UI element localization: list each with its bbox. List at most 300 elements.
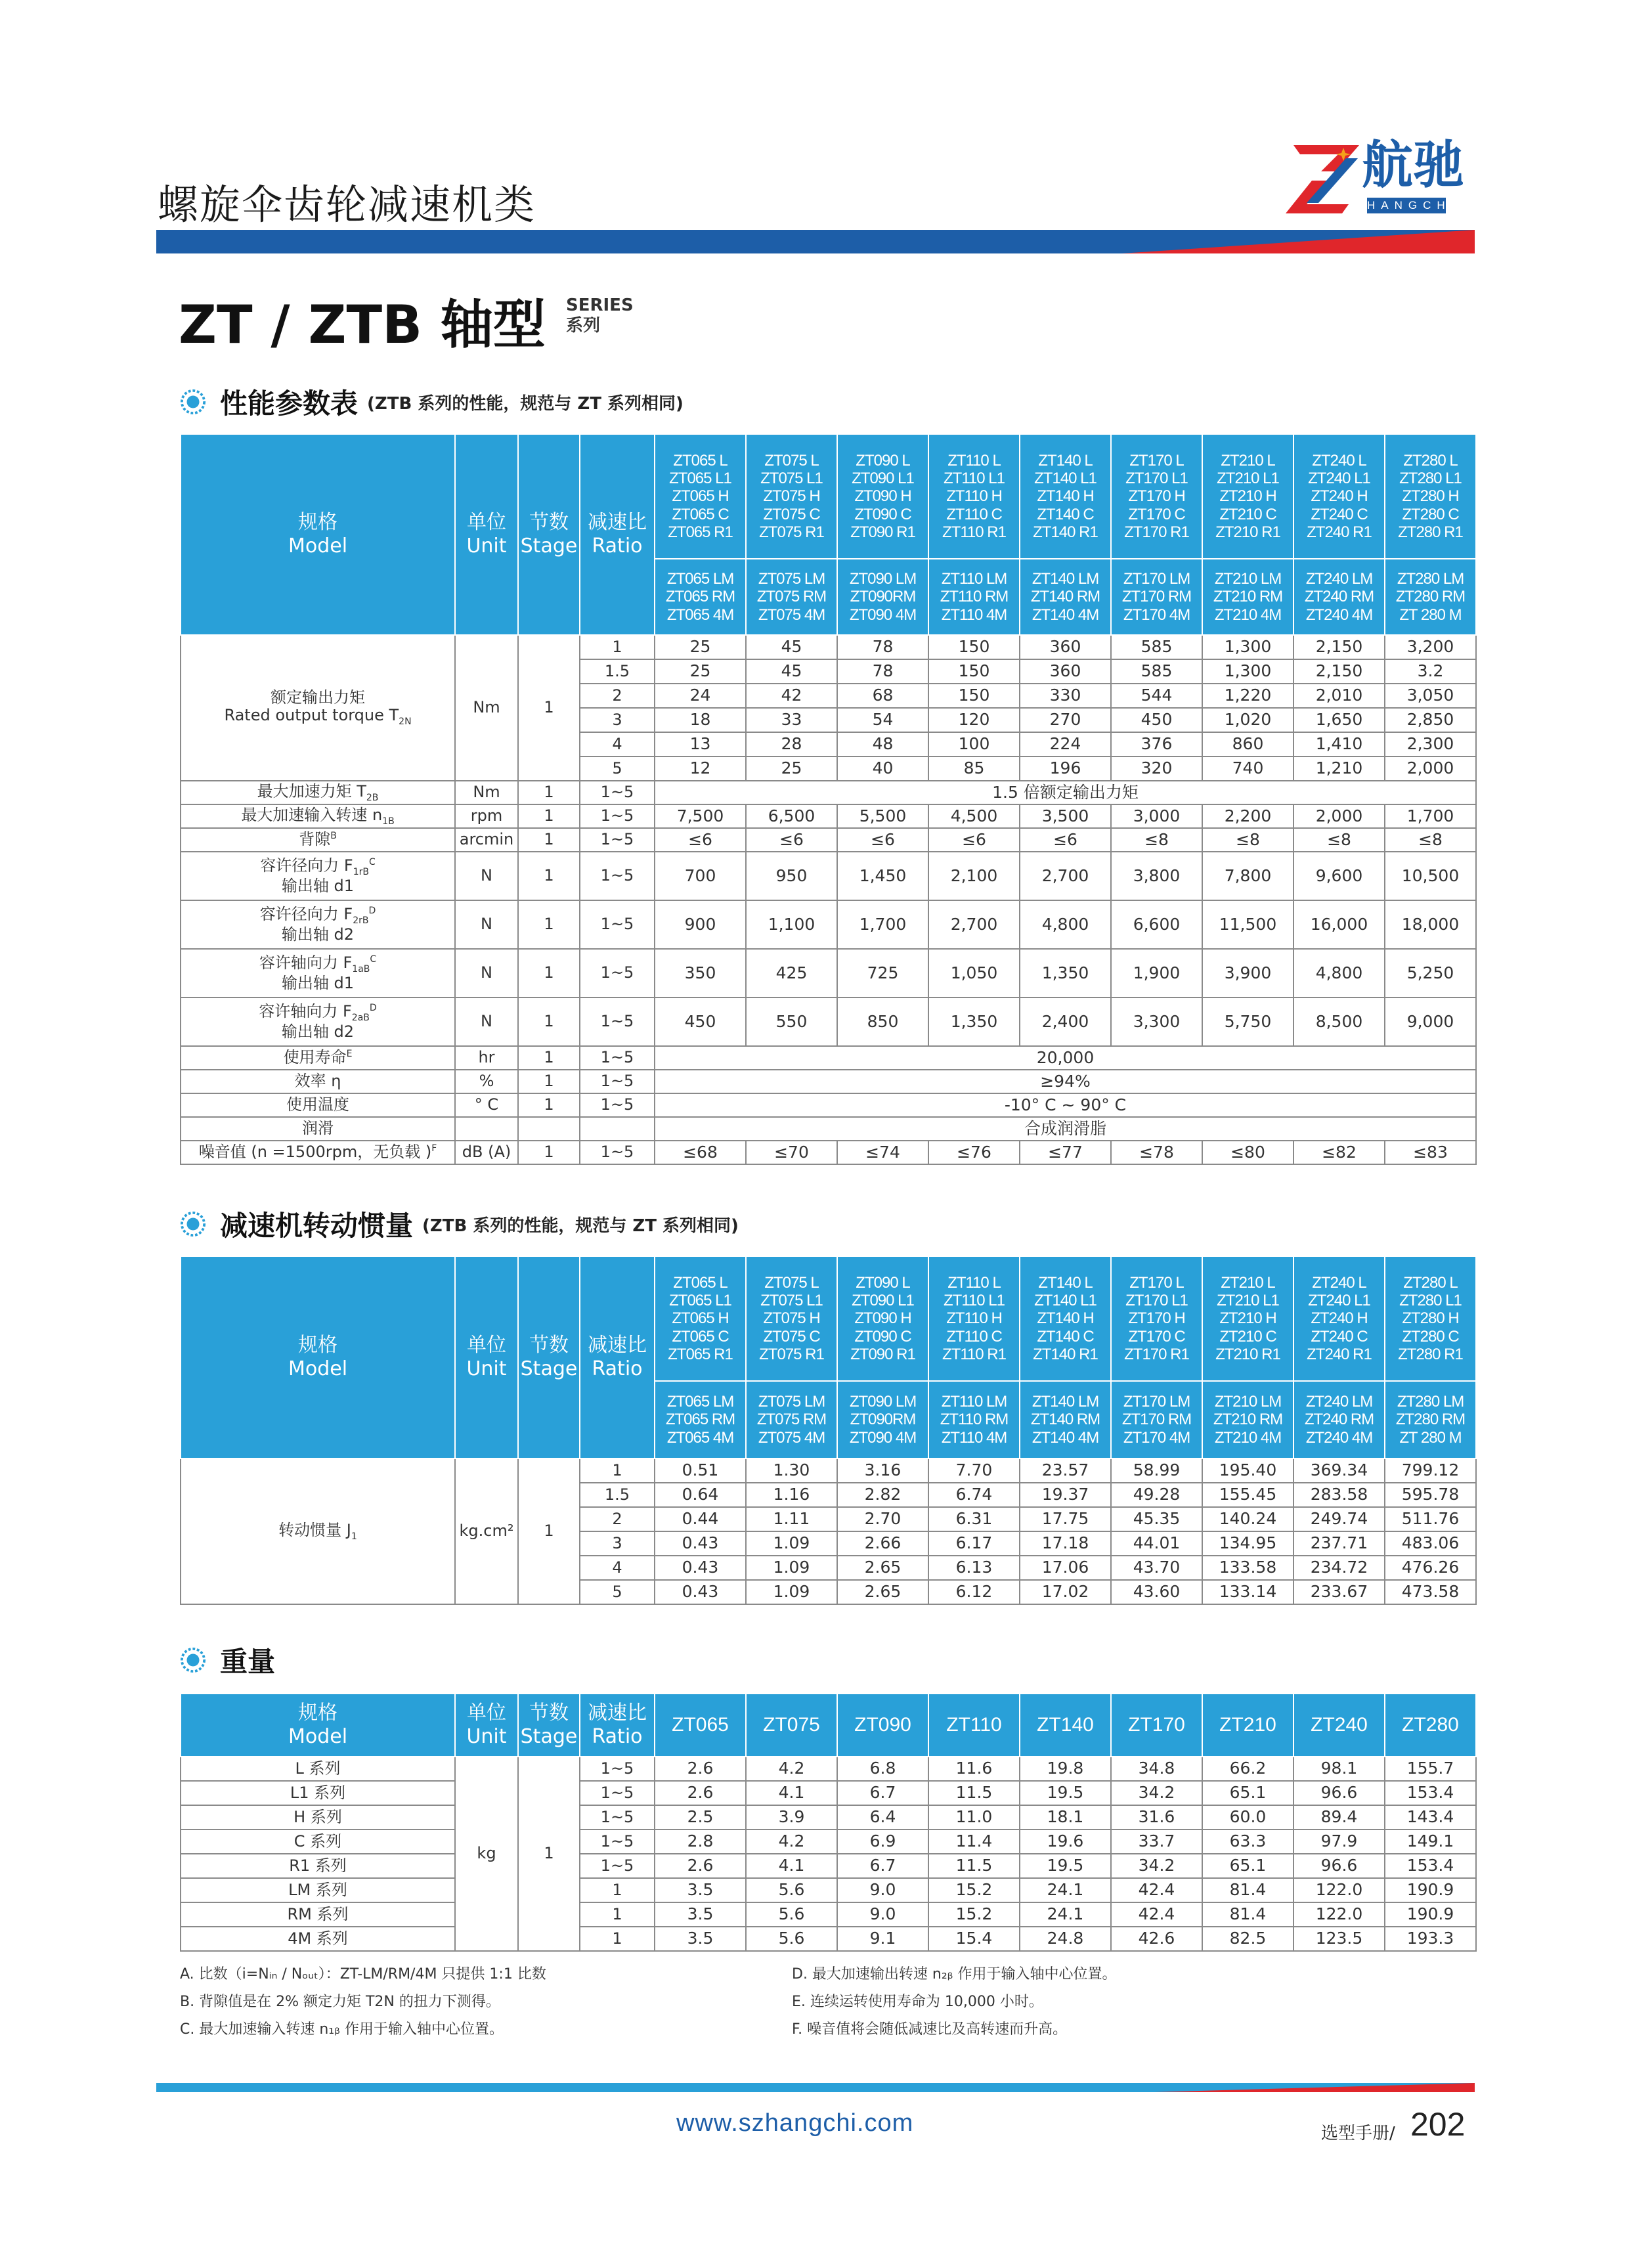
row-label-subscript: 2B <box>366 792 379 803</box>
ratio-cell: 1~5 <box>580 1093 655 1117</box>
row-label-line <box>181 1096 454 1114</box>
value-cell: 2,000 <box>1385 756 1476 781</box>
header-line: ZT210 H <box>1219 1309 1276 1328</box>
row-label <box>181 900 455 949</box>
value-cell: 2,010 <box>1293 684 1385 708</box>
row-label-text: Rated output torque T <box>224 706 399 725</box>
value-cell: 1.09 <box>746 1531 837 1556</box>
ratio-cell: 1~5 <box>580 1757 655 1781</box>
value-cell: 425 <box>746 949 837 997</box>
value-cell: 4,500 <box>928 804 1020 828</box>
section-subtitle: (ZTB 系列的性能，规范与 ZT 系列相同) <box>367 393 684 414</box>
stage-cell: 1 <box>518 635 580 781</box>
header-line: ZT075 L1 <box>760 470 823 488</box>
value-cell: 7.70 <box>928 1458 1020 1483</box>
header-model-group <box>746 559 837 635</box>
ratio-cell: 1~5 <box>580 900 655 949</box>
value-cell: 81.4 <box>1202 1902 1293 1927</box>
header-line: ZT075 H <box>763 487 820 506</box>
row-label <box>181 997 455 1046</box>
value-cell: 6,500 <box>746 804 837 828</box>
header-line: ZT280 LM <box>1397 570 1464 588</box>
row-label-text: 背隙 <box>299 830 331 849</box>
header-line: ZT210 RM <box>1213 588 1283 606</box>
row-label-line <box>181 831 454 849</box>
value-cell: 2.65 <box>837 1580 928 1604</box>
series-tag-cn: 系列 <box>566 316 601 336</box>
header-line: ZT075 LM <box>758 1393 825 1411</box>
value-cell: 3.5 <box>655 1878 746 1902</box>
header-line: ZT280 C <box>1402 1327 1459 1346</box>
value-cell: 283.58 <box>1293 1483 1385 1507</box>
header-line: ZT090 L <box>856 1274 910 1292</box>
value-cell: 2.5 <box>655 1805 746 1830</box>
header-model-group <box>1202 1256 1293 1381</box>
table-row <box>181 1046 1476 1070</box>
table-row <box>181 1781 1476 1805</box>
value-cell: 11.0 <box>928 1805 1020 1830</box>
header-line: ZT280 C <box>1402 505 1459 523</box>
table-row <box>181 1070 1476 1093</box>
header-model-group <box>1111 1381 1202 1458</box>
value-cell: 0.51 <box>655 1458 746 1483</box>
header-model-group <box>1293 1381 1385 1458</box>
value-cell: 65.1 <box>1202 1781 1293 1805</box>
header-line: ZT280 LM <box>1397 1393 1464 1411</box>
header-model: ZT140 <box>1020 1694 1111 1757</box>
value-cell: 9,000 <box>1385 997 1476 1046</box>
unit-cell: dB (A) <box>455 1141 518 1164</box>
value-cell: 82.5 <box>1202 1927 1293 1951</box>
value-cell: 18,000 <box>1385 900 1476 949</box>
header-line: ZT110 H <box>946 1309 1002 1328</box>
value-cell: 43.60 <box>1111 1580 1202 1604</box>
value-cell: 15.2 <box>928 1878 1020 1902</box>
header-model-group <box>655 559 746 635</box>
header-line: 单位 <box>467 511 506 534</box>
header-stage <box>518 434 580 635</box>
header-line: ZT090 L1 <box>852 1292 914 1310</box>
header-model-group <box>1111 434 1202 559</box>
header-line: Stage <box>520 535 578 558</box>
header-line: Model <box>288 1725 348 1748</box>
table-row <box>181 1902 1476 1927</box>
value-cell: 15.4 <box>928 1927 1020 1951</box>
row-label-line <box>181 1120 454 1138</box>
series-tag-en: SERIES <box>566 296 634 315</box>
value-cell: 153.4 <box>1385 1854 1476 1878</box>
unit-cell: Nm <box>455 635 518 781</box>
value-cell: 195.40 <box>1202 1458 1293 1483</box>
header-line: ZT090 L <box>856 452 910 470</box>
row-label-line2: 输出轴 d1 <box>281 973 355 992</box>
value-cell: 224 <box>1020 732 1111 756</box>
header-model <box>181 1694 455 1757</box>
header-line: Stage <box>520 1725 578 1748</box>
value-cell: 7,800 <box>1202 852 1293 900</box>
website-link[interactable]: www.szhangchi.com <box>676 2109 914 2137</box>
header-line: ZT280 RM <box>1395 588 1466 606</box>
value-cell: ≤78 <box>1111 1141 1202 1164</box>
header-line: ZT280 L <box>1403 1274 1458 1292</box>
value-cell: 45 <box>746 635 837 659</box>
header-line: ZT075 LM <box>758 570 825 588</box>
ratio-cell: 1~5 <box>580 781 655 804</box>
header-model: ZT065 <box>655 1694 746 1757</box>
table-row <box>181 1757 1476 1781</box>
row-label-superscript: C <box>368 856 376 867</box>
header-line: ZT210 L <box>1221 452 1275 470</box>
header-row <box>181 1256 1476 1381</box>
value-cell: 34.8 <box>1111 1757 1202 1781</box>
header-unit <box>455 1694 518 1757</box>
value-cell: ≤8 <box>1385 828 1476 852</box>
value-cell: ≤6 <box>655 828 746 852</box>
header-line: ZT140 L1 <box>1034 470 1097 488</box>
row-label-line <box>181 806 454 827</box>
value-cell: 19.5 <box>1020 1781 1111 1805</box>
header-line: 规格 <box>298 1701 337 1724</box>
ratio-cell: 1~5 <box>580 1854 655 1878</box>
value-cell: 3,200 <box>1385 635 1476 659</box>
header-line: Ratio <box>592 1357 643 1380</box>
header-line: Model <box>288 535 348 558</box>
header-line: ZT170 C <box>1128 1327 1185 1346</box>
header-model-group <box>1111 559 1202 635</box>
value-cell: 24 <box>655 684 746 708</box>
value-cell: ≤6 <box>1020 828 1111 852</box>
header-line: ZT210 L <box>1221 1274 1275 1292</box>
header-line: ZT075 R1 <box>759 523 824 541</box>
header-line: ZT170 RM <box>1121 588 1192 606</box>
value-cell: 7,500 <box>655 804 746 828</box>
header-line: ZT140 L1 <box>1034 1292 1097 1310</box>
value-cell: ≤76 <box>928 1141 1020 1164</box>
header-line: ZT210 RM <box>1213 1411 1283 1429</box>
value-cell: 270 <box>1020 708 1111 732</box>
header-ratio <box>580 1694 655 1757</box>
page-number: 202 <box>1410 2106 1466 2143</box>
header-line: ZT075 C <box>763 1327 820 1346</box>
header-line: ZT210 LM <box>1214 570 1282 588</box>
value-cell: 350 <box>655 949 746 997</box>
row-label-text: 容许轴向力 F <box>259 1001 352 1020</box>
value-cell: 190.9 <box>1385 1878 1476 1902</box>
row-label-text: 最大加速输入转速 n <box>241 805 383 824</box>
ratio-cell: 4 <box>580 1556 655 1580</box>
value-cell: ≤77 <box>1020 1141 1111 1164</box>
value-cell: 700 <box>655 852 746 900</box>
row-label: LM 系列 <box>181 1878 455 1902</box>
value-cell: 19.6 <box>1020 1830 1111 1854</box>
value-cell: 150 <box>928 635 1020 659</box>
header-line: ZT280 RM <box>1395 1411 1466 1429</box>
table-row <box>181 949 1476 997</box>
page-category-title: 螺旋伞齿轮减速机类 <box>158 181 536 229</box>
value-cell: ≤68 <box>655 1141 746 1164</box>
value-cell: 5,500 <box>837 804 928 828</box>
header-line: ZT240 H <box>1311 1309 1368 1328</box>
value-cell: 42 <box>746 684 837 708</box>
row-label-text: 容许径向力 F <box>259 904 353 923</box>
row-label-subscript: 2aB <box>351 1012 370 1023</box>
value-cell: 6.7 <box>837 1854 928 1878</box>
ratio-cell: 1~5 <box>580 1781 655 1805</box>
header-line: 节数 <box>529 511 569 534</box>
row-label <box>181 804 455 828</box>
header-stage <box>518 1256 580 1458</box>
value-cell: 1.09 <box>746 1556 837 1580</box>
value-cell: 5.6 <box>746 1927 837 1951</box>
header-model: ZT210 <box>1202 1694 1293 1757</box>
unit-cell: N <box>455 852 518 900</box>
value-cell: 3.9 <box>746 1805 837 1830</box>
value-cell: 544 <box>1111 684 1202 708</box>
header-line: Stage <box>520 1357 578 1380</box>
ratio-cell: 3 <box>580 1531 655 1556</box>
value-cell: 483.06 <box>1385 1531 1476 1556</box>
table-row <box>181 804 1476 828</box>
value-cell: 1,350 <box>928 997 1020 1046</box>
value-cell: 2,200 <box>1202 804 1293 828</box>
header-line: ZT140 H <box>1037 1309 1094 1328</box>
value-cell: ≤82 <box>1293 1141 1385 1164</box>
value-cell: 25 <box>746 756 837 781</box>
value-cell: 2,700 <box>1020 852 1111 900</box>
header-line: ZT090 C <box>854 505 911 523</box>
value-cell: 42.4 <box>1111 1878 1202 1902</box>
header-line: ZT210 L1 <box>1217 470 1279 488</box>
value-cell: 3,500 <box>1020 804 1111 828</box>
row-label-line <box>181 1522 454 1542</box>
value-cell: 4.2 <box>746 1830 837 1854</box>
row-label: L 系列 <box>181 1757 455 1781</box>
row-label <box>181 1141 455 1164</box>
header-line: ZT140 C <box>1037 505 1094 523</box>
value-cell: ≤8 <box>1111 828 1202 852</box>
stage-cell: 1 <box>518 949 580 997</box>
table-row <box>181 997 1476 1046</box>
header-line: ZT170 LM <box>1123 570 1190 588</box>
header-line: ZT280 H <box>1402 1309 1459 1328</box>
value-cell: 2.6 <box>655 1757 746 1781</box>
gear-bullet-icon <box>181 1648 206 1673</box>
value-cell: 900 <box>655 900 746 949</box>
value-cell: 17.02 <box>1020 1580 1111 1604</box>
header-line: Model <box>288 1357 348 1380</box>
unit-cell: rpm <box>455 804 518 828</box>
header-model-group <box>1385 1381 1476 1458</box>
value-cell: ≤8 <box>1293 828 1385 852</box>
header-model-group <box>655 1381 746 1458</box>
header-line: ZT170 H <box>1128 487 1185 506</box>
header-line: ZT065 4M <box>666 605 734 624</box>
header-row <box>181 434 1476 559</box>
value-cell: 5.6 <box>746 1902 837 1927</box>
header-line: ZT110 L <box>947 452 1001 470</box>
header-model-group <box>1293 1256 1385 1381</box>
row-label-subscript: 1B <box>382 816 395 827</box>
header-model-group <box>1202 1381 1293 1458</box>
header-line: ZT065 L1 <box>669 1292 731 1310</box>
header-model-group <box>837 559 928 635</box>
header-line: ZT090 H <box>854 487 911 506</box>
value-cell: 97.9 <box>1293 1830 1385 1854</box>
value-cell: 550 <box>746 997 837 1046</box>
value-cell: 3,800 <box>1111 852 1202 900</box>
stage-cell: 1 <box>518 781 580 804</box>
header-line: ZT240 L <box>1312 452 1366 470</box>
value-cell: 1,700 <box>837 900 928 949</box>
header-model-group <box>1202 559 1293 635</box>
value-cell: 33.7 <box>1111 1830 1202 1854</box>
value-cell: 6.12 <box>928 1580 1020 1604</box>
value-cell: 17.06 <box>1020 1556 1111 1580</box>
table-row <box>181 1854 1476 1878</box>
unit-cell: N <box>455 900 518 949</box>
value-cell: 78 <box>837 659 928 684</box>
value-cell: 2,150 <box>1293 635 1385 659</box>
value-cell: 725 <box>837 949 928 997</box>
value-cell: 2.6 <box>655 1854 746 1878</box>
value-cell: 3.5 <box>655 1927 746 1951</box>
value-cell: 120 <box>928 708 1020 732</box>
section-title-performance <box>181 382 684 422</box>
value-cell: 3,900 <box>1202 949 1293 997</box>
header-line: ZT280 L1 <box>1399 470 1462 488</box>
header-model-group <box>837 434 928 559</box>
value-cell: 1,100 <box>746 900 837 949</box>
value-cell: 11,500 <box>1202 900 1293 949</box>
row-label-text: 转动惯量 J <box>278 1520 351 1539</box>
value-cell: 2.6 <box>655 1781 746 1805</box>
header-line: ZT240 H <box>1311 487 1368 506</box>
value-cell: 49.28 <box>1111 1483 1202 1507</box>
value-cell: 1,700 <box>1385 804 1476 828</box>
row-label-text: 容许轴向力 F <box>259 953 353 972</box>
header-line: 单位 <box>467 1701 506 1724</box>
row-label: H 系列 <box>181 1805 455 1830</box>
value-cell: 6.31 <box>928 1507 1020 1531</box>
row-label-text: 使用温度 <box>286 1095 349 1114</box>
value-cell: 4.1 <box>746 1854 837 1878</box>
ratio-cell: 1 <box>580 635 655 659</box>
header-line: ZT170 L1 <box>1125 470 1188 488</box>
header-ratio <box>580 1256 655 1458</box>
stage-cell: 1 <box>518 828 580 852</box>
value-cell: 89.4 <box>1293 1805 1385 1830</box>
merged-value-cell: ≥94% <box>655 1070 1476 1093</box>
value-cell: 476.26 <box>1385 1556 1476 1580</box>
header-line: ZT170 R1 <box>1124 523 1189 541</box>
header-line: ZT170 L <box>1129 1274 1184 1292</box>
stage-cell: 1 <box>518 1070 580 1093</box>
value-cell: 33 <box>746 708 837 732</box>
ratio-cell: 1.5 <box>580 659 655 684</box>
stage-cell <box>518 1117 580 1141</box>
value-cell: 4.1 <box>746 1781 837 1805</box>
header-model-group <box>1293 434 1385 559</box>
value-cell: 850 <box>837 997 928 1046</box>
header-line: ZT110 H <box>946 487 1002 506</box>
header-line: ZT210 R1 <box>1215 1345 1280 1363</box>
value-cell: 0.43 <box>655 1556 746 1580</box>
table-row <box>181 1093 1476 1117</box>
value-cell: 149.1 <box>1385 1830 1476 1854</box>
row-label <box>181 1046 455 1070</box>
row-label-line <box>181 954 454 975</box>
value-cell: 34.2 <box>1111 1781 1202 1805</box>
header-line: ZT065 RM <box>665 588 735 606</box>
value-cell: 31.6 <box>1111 1805 1202 1830</box>
footnote: A. 比数（i=Nᵢₙ / Nₒᵤₜ）：ZT-LM/RM/4M 只提供 1:1 比数 <box>180 1966 546 1983</box>
footnotes-right <box>792 1967 1117 2050</box>
value-cell: 2,850 <box>1385 708 1476 732</box>
header-model: ZT280 <box>1385 1694 1476 1757</box>
header-line: ZT210 H <box>1219 487 1276 506</box>
series-heading: ZT / ZTB 轴型 <box>179 294 546 355</box>
header-line: ZT170 4M <box>1123 1428 1190 1447</box>
merged-value-cell: -10° C ~ 90° C <box>655 1093 1476 1117</box>
value-cell: 150 <box>928 684 1020 708</box>
header-line: Unit <box>466 1357 507 1380</box>
header-line: ZT210 C <box>1219 505 1276 523</box>
value-cell: 155.7 <box>1385 1757 1476 1781</box>
value-cell: 6,600 <box>1111 900 1202 949</box>
header-line: ZT170 C <box>1128 505 1185 523</box>
header-line: Ratio <box>592 1725 643 1748</box>
header-line: ZT240 4M <box>1305 605 1373 624</box>
row-label-line2 <box>181 707 454 727</box>
merged-value-cell: 1.5 倍额定输出力矩 <box>655 781 1476 804</box>
header-line: ZT090 LM <box>849 570 917 588</box>
table-row <box>181 1117 1476 1141</box>
value-cell: 6.9 <box>837 1830 928 1854</box>
row-label-line <box>181 1003 454 1023</box>
row-label: 4M 系列 <box>181 1927 455 1951</box>
ratio-cell: 2 <box>580 1507 655 1531</box>
footnotes-left <box>180 1967 546 2050</box>
header-line: ZT280 H <box>1402 487 1459 506</box>
ratio-cell: 3 <box>580 708 655 732</box>
header-line: ZT140 RM <box>1030 1411 1100 1429</box>
ratio-cell: 1~5 <box>580 949 655 997</box>
header-line: ZT280 R1 <box>1398 1345 1463 1363</box>
unit-cell: kg.cm² <box>455 1458 518 1604</box>
header-line: ZT065 R1 <box>668 1345 733 1363</box>
header-row <box>181 1694 1476 1757</box>
header-line: ZT170 R1 <box>1124 1345 1189 1363</box>
value-cell: 2,100 <box>928 852 1020 900</box>
page-label: 选型手册/ <box>1321 2124 1395 2143</box>
value-cell: 1,220 <box>1202 684 1293 708</box>
row-label-line <box>181 906 454 926</box>
value-cell: 5,250 <box>1385 949 1476 997</box>
header-line: ZT075 C <box>763 505 820 523</box>
row-label-line <box>181 689 454 707</box>
row-label <box>181 1070 455 1093</box>
header-line: ZT 280 M <box>1399 1428 1462 1447</box>
header-line: ZT140 4M <box>1032 1428 1099 1447</box>
header-line: ZT090RM <box>850 1411 916 1429</box>
header-line: 减速比 <box>588 511 647 534</box>
ratio-cell: 5 <box>580 756 655 781</box>
value-cell: 6.7 <box>837 1781 928 1805</box>
header-model-group <box>928 1381 1020 1458</box>
value-cell: 65.1 <box>1202 1854 1293 1878</box>
value-cell: 249.74 <box>1293 1507 1385 1531</box>
header-line: ZT110 L <box>947 1274 1001 1292</box>
